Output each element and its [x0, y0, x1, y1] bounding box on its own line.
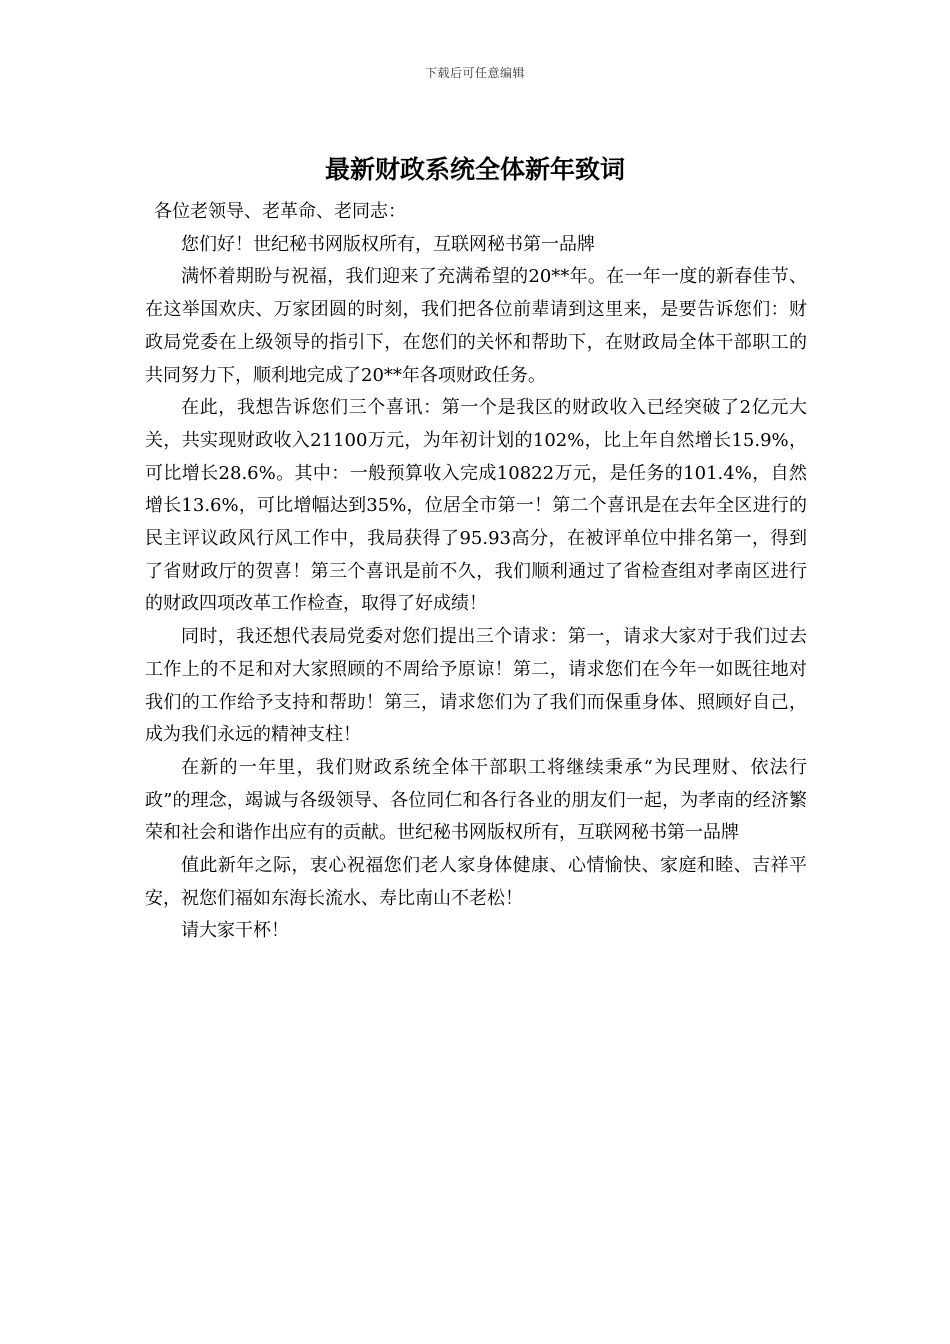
paragraph-achievements: 满怀着期盼与祝福，我们迎来了充满希望的20**年。在一年一度的新春佳节、在这举国欢庆、万家团圆的时刻，我们把各位前辈请到这里来，是要告诉您们：财政局党委在上级领导的指引下，在您们的关怀和帮助下，在财政局全体干部职工的共同努力下，顺利地完成了20**年各项财政任务。 — [145, 266, 807, 386]
document-title: 最新财政系统全体新年致词 — [324, 155, 625, 184]
paragraph-new-year: 在新的一年里，我们财政系统全体干部职工将继续秉承“为民理财、依法行政”的理念，竭诚与各级领导、各位同仁和各行各业的朋友们一起，为孝南的经济繁荣和社会和谐作出应有的贡献。世纪秘书网版权所有，互联网秘书第一品牌 — [145, 756, 807, 844]
paragraph-toast: 请大家干杯！ — [181, 920, 289, 942]
header-note: 下载后可任意编辑 — [424, 66, 525, 80]
salutation: 各位老领导、老革命、老同志： — [154, 201, 406, 222]
paragraph-requests: 同时，我还想代表局党委对您们提出三个请求：第一，请求大家对于我们过去工作上的不足和对大家照顾的不周给予原谅！第二，请求您们在今年一如既往地对我们的工作给予支持和帮助！第三，请求您们为了我们而保重身体、照顾好自己，成为我们永远的精神支柱！ — [145, 626, 807, 746]
document-body — [145, 196, 807, 948]
paragraph-good-news: 在此，我想告诉您们三个喜讯：第一个是我区的财政收入已经突破了2亿元大关，共实现财政收入21100万元，为年初计划的102%，比上年自然增长15.9%，可比增长28.6%。其中：一般预算收入完成10822万元，是任务的101.4%，自然增长13.6%，可比增幅达到35%，位居全市第一！第二个喜讯是在去年全区进行的民主评议政风行风工作中，我局获得了95.93高分，在被评单位中排名第一，得到了省财政厅的贺喜！第三个喜讯是前不久，我们顺利通过了省检查组对孝南区进行的财政四项改革工作检查，取得了好成绩！ — [145, 397, 807, 615]
paragraph-blessings: 值此新年之际，衷心祝福您们老人家身体健康、心情愉快、家庭和睦、吉祥平安，祝您们福如东海长流水、寿比南山不老松！ — [145, 855, 807, 909]
paragraph-greeting: 您们好！世纪秘书网版权所有，互联网秘书第一品牌 — [181, 233, 595, 255]
